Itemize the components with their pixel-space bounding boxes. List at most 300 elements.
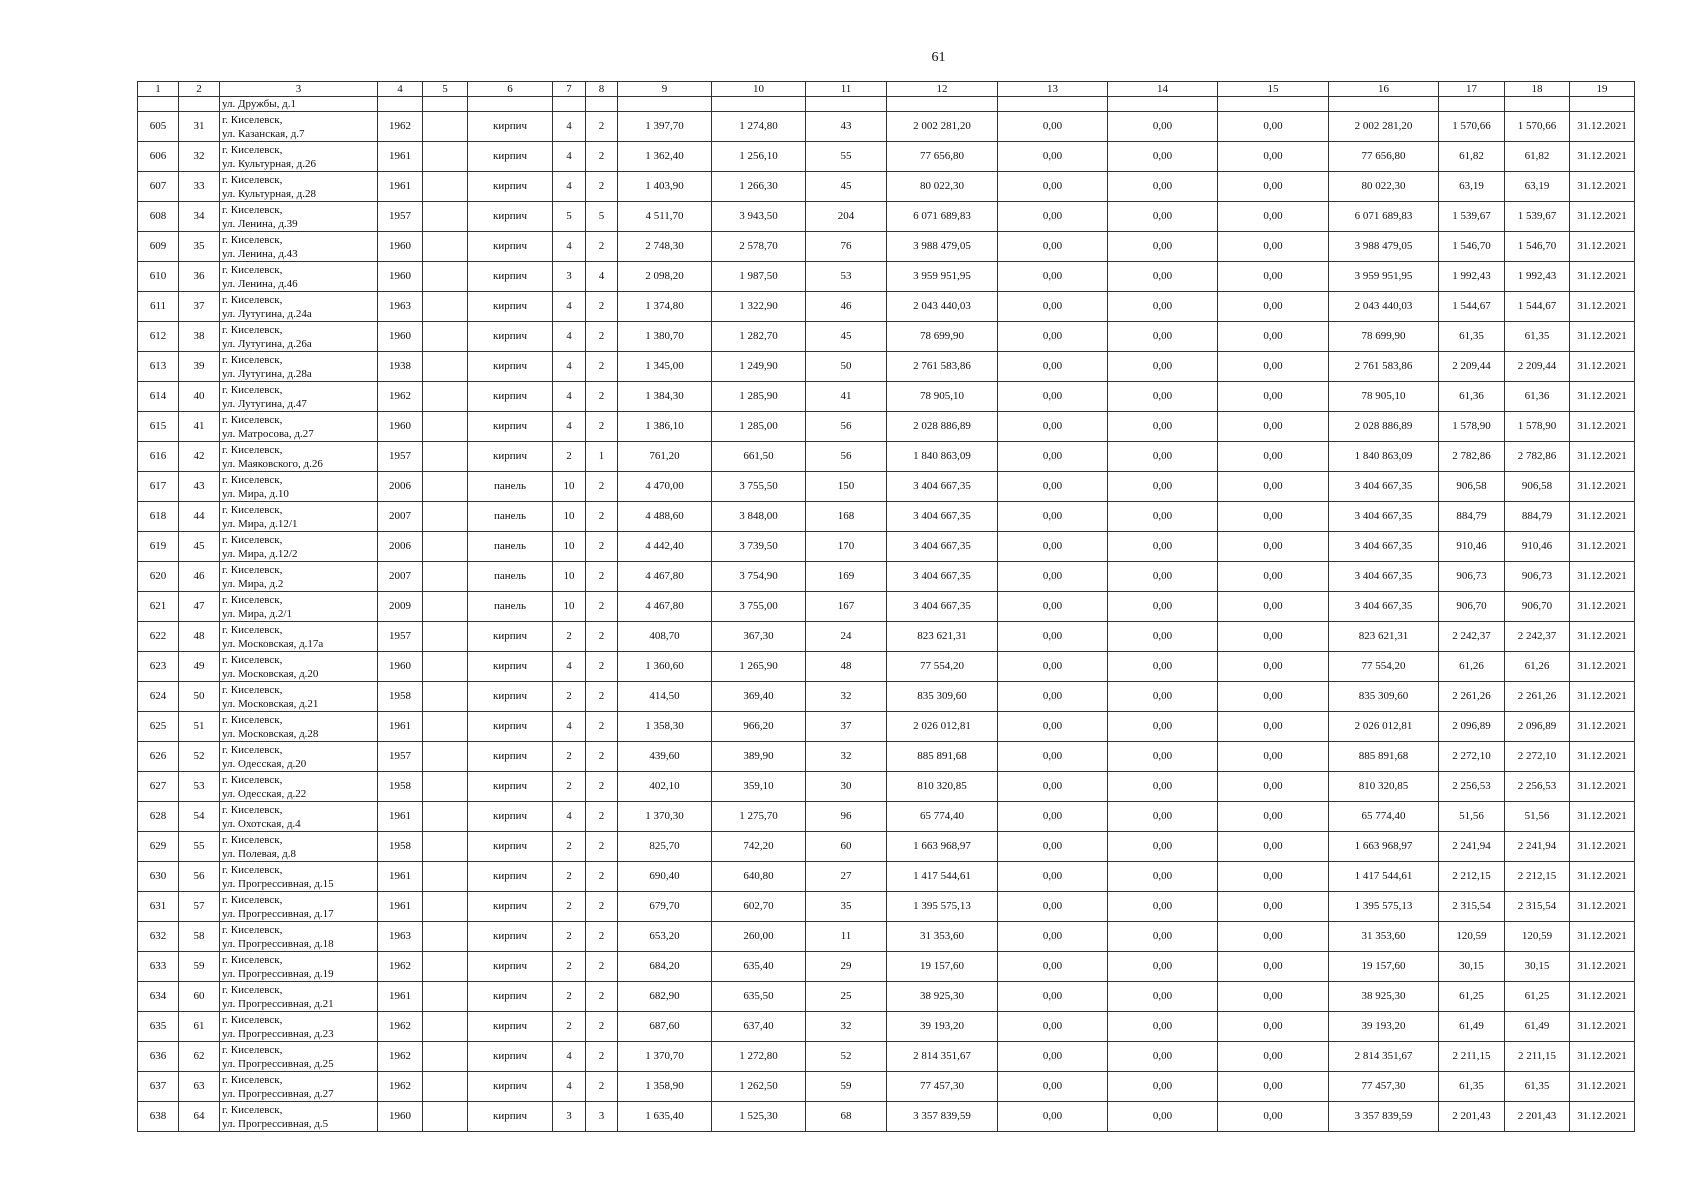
cell-col-18: 30,15 [1505, 952, 1570, 982]
address-street: ул. Ленина, д.43 [222, 247, 298, 260]
cell-col-5 [423, 922, 468, 952]
cell-col-2: 58 [179, 922, 220, 952]
cell-col-18: 2 272,10 [1505, 742, 1570, 772]
cell-col-18: 1 578,90 [1505, 412, 1570, 442]
cell-col-18: 61,82 [1505, 142, 1570, 172]
cell-col-14: 0,00 [1108, 922, 1218, 952]
table-row [138, 292, 1635, 322]
address-city: г. Киселевск, [222, 503, 283, 516]
cell-col-1: 622 [138, 622, 179, 652]
cell-col-11: 32 [806, 742, 887, 772]
cell-col-6: кирпич [468, 772, 553, 802]
cell-col-12: 3 404 667,35 [887, 562, 998, 592]
column-header-1: 1 [138, 82, 179, 97]
cell-col-2: 39 [179, 352, 220, 382]
cell-col-12: 1 663 968,97 [887, 832, 998, 862]
cell-col-1: 631 [138, 892, 179, 922]
address-street: ул. Прогрессивная, д.27 [222, 1087, 334, 1100]
cell-col-15: 0,00 [1218, 682, 1329, 712]
cell-col-19: 31.12.2021 [1570, 802, 1635, 832]
cell-col-19: 31.12.2021 [1570, 772, 1635, 802]
address-street: ул. Московская, д.20 [222, 667, 319, 680]
cell-col-1: 635 [138, 1012, 179, 1042]
address-street: ул. Ленина, д.39 [222, 217, 298, 230]
cell-col-11: 150 [806, 472, 887, 502]
cell-col-12: 2 043 440,03 [887, 292, 998, 322]
cell-col-5 [423, 802, 468, 832]
cell-col-11: 167 [806, 592, 887, 622]
cell-col-7: 4 [553, 382, 586, 412]
address-cell [220, 742, 378, 772]
address-cell [220, 262, 378, 292]
address-street: ул. Маяковского, д.26 [222, 457, 323, 470]
cell-col-6: кирпич [468, 1072, 553, 1102]
cell-col-14: 0,00 [1108, 592, 1218, 622]
cell-col-18: 1 992,43 [1505, 262, 1570, 292]
cell-col-11: 76 [806, 232, 887, 262]
cell-col-5 [423, 742, 468, 772]
cell-col-10: 3 943,50 [712, 202, 806, 232]
cell-col-5 [423, 232, 468, 262]
address-city: г. Киселевск, [222, 383, 283, 396]
cell-col-2: 49 [179, 652, 220, 682]
cell-col-17: 2 209,44 [1439, 352, 1505, 382]
cell-col-16: 38 925,30 [1329, 982, 1439, 1012]
cell-col-9: 1 635,40 [618, 1102, 712, 1132]
cell-col-10: 3 848,00 [712, 502, 806, 532]
cell-col-4: 1957 [378, 742, 423, 772]
cell-col-4: 1961 [378, 982, 423, 1012]
cell-col-5 [423, 412, 468, 442]
cell-col-15: 0,00 [1218, 592, 1329, 622]
cell-col-10: 1 266,30 [712, 172, 806, 202]
address-city: г. Киселевск, [222, 773, 283, 786]
address-street: ул. Лутугина, д.47 [222, 397, 307, 410]
address-cell [220, 292, 378, 322]
cell-col-19: 31.12.2021 [1570, 892, 1635, 922]
cell-col-9: 4 442,40 [618, 532, 712, 562]
address-street: ул. Полевая, д.8 [222, 847, 297, 860]
cell-col-6: кирпич [468, 622, 553, 652]
address-city: г. Киселевск, [222, 863, 283, 876]
address-city: г. Киселевск, [222, 443, 283, 456]
cell-col-14: 0,00 [1108, 532, 1218, 562]
address-street: ул. Лутугина, д.28а [222, 367, 312, 380]
cell-col-7: 4 [553, 1042, 586, 1072]
cell-col-13: 0,00 [998, 592, 1108, 622]
table-row [138, 682, 1635, 712]
cell-col-13: 0,00 [998, 202, 1108, 232]
cell-col-2: 36 [179, 262, 220, 292]
cell-col-5 [423, 322, 468, 352]
cell-col-17: 2 272,10 [1439, 742, 1505, 772]
cell-col-18: 1 544,67 [1505, 292, 1570, 322]
cell-col-9: 4 470,00 [618, 472, 712, 502]
cell-col-8: 2 [586, 892, 618, 922]
cell-col-9: 4 488,60 [618, 502, 712, 532]
cell-col-14: 0,00 [1108, 1072, 1218, 1102]
address-city: г. Киселевск, [222, 323, 283, 336]
cell-col-13: 0,00 [998, 502, 1108, 532]
cell-col-4: 1958 [378, 832, 423, 862]
cell-col-14: 0,00 [1108, 682, 1218, 712]
cell-col-10: 640,80 [712, 862, 806, 892]
cell-col-17: 906,73 [1439, 562, 1505, 592]
address-cell [220, 1072, 378, 1102]
cell-col-19: 31.12.2021 [1570, 742, 1635, 772]
cell-col-15: 0,00 [1218, 232, 1329, 262]
cell-col-13: 0,00 [998, 262, 1108, 292]
cell-col-15: 0,00 [1218, 862, 1329, 892]
cell [179, 97, 220, 112]
cell-col-17: 2 241,94 [1439, 832, 1505, 862]
cell-col-17: 2 201,43 [1439, 1102, 1505, 1132]
cell-col-2: 54 [179, 802, 220, 832]
cell-col-13: 0,00 [998, 562, 1108, 592]
cell-col-7: 4 [553, 652, 586, 682]
cell-col-7: 4 [553, 412, 586, 442]
cell-col-2: 44 [179, 502, 220, 532]
cell-col-6: кирпич [468, 1042, 553, 1072]
cell-col-6: кирпич [468, 1102, 553, 1132]
address-cell [220, 682, 378, 712]
table-row [138, 802, 1635, 832]
cell-col-12: 823 621,31 [887, 622, 998, 652]
cell-col-18: 2 201,43 [1505, 1102, 1570, 1132]
cell-col-6: кирпич [468, 982, 553, 1012]
address-street: ул. Матросова, д.27 [222, 427, 314, 440]
cell-col-4: 1961 [378, 892, 423, 922]
cell-col-13: 0,00 [998, 292, 1108, 322]
address-city: г. Киселевск, [222, 713, 283, 726]
cell-col-18: 1 570,66 [1505, 112, 1570, 142]
cell-col-5 [423, 952, 468, 982]
cell-col-10: 260,00 [712, 922, 806, 952]
cell-col-6: кирпич [468, 922, 553, 952]
cell-col-8: 2 [586, 472, 618, 502]
cell-col-5 [423, 142, 468, 172]
cell-col-7: 4 [553, 322, 586, 352]
cell-col-17: 120,59 [1439, 922, 1505, 952]
cell-col-12: 2 028 886,89 [887, 412, 998, 442]
cell-col-13: 0,00 [998, 1102, 1108, 1132]
cell-col-5 [423, 622, 468, 652]
cell-col-1: 624 [138, 682, 179, 712]
table-row [138, 142, 1635, 172]
cell-col-12: 77 457,30 [887, 1072, 998, 1102]
cell-col-10: 1 285,90 [712, 382, 806, 412]
cell-col-17: 1 992,43 [1439, 262, 1505, 292]
cell-col-15: 0,00 [1218, 922, 1329, 952]
cell-col-8: 2 [586, 382, 618, 412]
cell-col-16: 3 404 667,35 [1329, 532, 1439, 562]
cell-col-13: 0,00 [998, 982, 1108, 1012]
address-cell [220, 1102, 378, 1132]
cell-col-17: 2 212,15 [1439, 862, 1505, 892]
table-row [138, 532, 1635, 562]
cell-col-7: 2 [553, 772, 586, 802]
cell-col-14: 0,00 [1108, 562, 1218, 592]
cell-col-1: 626 [138, 742, 179, 772]
cell-col-14: 0,00 [1108, 112, 1218, 142]
address-city: г. Киселевск, [222, 233, 283, 246]
table-row [138, 982, 1635, 1012]
cell-col-14: 0,00 [1108, 1102, 1218, 1132]
cell-col-19: 31.12.2021 [1570, 712, 1635, 742]
cell-col-8: 2 [586, 562, 618, 592]
address-city: г. Киселевск, [222, 473, 283, 486]
address-street: ул. Прогрессивная, д.17 [222, 907, 334, 920]
address-street: ул. Культурная, д.26 [222, 157, 316, 170]
cell-col-2: 60 [179, 982, 220, 1012]
cell-col-9: 4 511,70 [618, 202, 712, 232]
cell-col-16: 810 320,85 [1329, 772, 1439, 802]
cell-col-16: 39 193,20 [1329, 1012, 1439, 1042]
column-header-7: 7 [553, 82, 586, 97]
cell-col-1: 607 [138, 172, 179, 202]
cell-col-2: 45 [179, 532, 220, 562]
cell-col-14: 0,00 [1108, 262, 1218, 292]
cell-col-4: 1962 [378, 112, 423, 142]
cell-col-13: 0,00 [998, 532, 1108, 562]
cell-col-15: 0,00 [1218, 832, 1329, 862]
cell-col-17: 61,49 [1439, 1012, 1505, 1042]
address-cell [220, 952, 378, 982]
cell-col-5 [423, 352, 468, 382]
cell-col-6: кирпич [468, 322, 553, 352]
cell-col-16: 1 417 544,61 [1329, 862, 1439, 892]
cell-col-1: 623 [138, 652, 179, 682]
cell-col-18: 2 261,26 [1505, 682, 1570, 712]
cell-col-1: 612 [138, 322, 179, 352]
cell-col-5 [423, 472, 468, 502]
cell [468, 97, 553, 112]
cell-col-19: 31.12.2021 [1570, 652, 1635, 682]
cell-col-9: 439,60 [618, 742, 712, 772]
cell-col-15: 0,00 [1218, 202, 1329, 232]
cell-col-11: 56 [806, 412, 887, 442]
address-cell [220, 502, 378, 532]
cell-col-13: 0,00 [998, 862, 1108, 892]
table-row [138, 952, 1635, 982]
cell-col-4: 1961 [378, 712, 423, 742]
cell-col-8: 2 [586, 682, 618, 712]
cell-col-8: 5 [586, 202, 618, 232]
cell-col-19: 31.12.2021 [1570, 622, 1635, 652]
cell-col-12: 3 404 667,35 [887, 532, 998, 562]
cell-col-5 [423, 292, 468, 322]
cell-col-6: кирпич [468, 232, 553, 262]
cell-col-8: 2 [586, 502, 618, 532]
table-row [138, 412, 1635, 442]
cell-col-1: 616 [138, 442, 179, 472]
cell-col-15: 0,00 [1218, 382, 1329, 412]
address-cell [220, 1042, 378, 1072]
cell [712, 97, 806, 112]
cell-col-7: 5 [553, 202, 586, 232]
column-header-11: 11 [806, 82, 887, 97]
cell-col-18: 1 546,70 [1505, 232, 1570, 262]
cell-col-11: 50 [806, 352, 887, 382]
cell-col-16: 2 043 440,03 [1329, 292, 1439, 322]
cell-col-17: 1 578,90 [1439, 412, 1505, 442]
cell-col-19: 31.12.2021 [1570, 322, 1635, 352]
cell-col-16: 835 309,60 [1329, 682, 1439, 712]
cell-col-5 [423, 1072, 468, 1102]
cell-col-8: 2 [586, 172, 618, 202]
cell-col-11: 41 [806, 382, 887, 412]
cell-col-17: 30,15 [1439, 952, 1505, 982]
cell-col-17: 61,35 [1439, 322, 1505, 352]
cell-col-12: 3 357 839,59 [887, 1102, 998, 1132]
address-city: г. Киселевск, [222, 563, 283, 576]
cell-col-12: 31 353,60 [887, 922, 998, 952]
cell-col-1: 634 [138, 982, 179, 1012]
cell-col-2: 53 [179, 772, 220, 802]
cell-col-14: 0,00 [1108, 502, 1218, 532]
cell-col-8: 2 [586, 712, 618, 742]
cell-col-13: 0,00 [998, 772, 1108, 802]
cell-col-1: 627 [138, 772, 179, 802]
cell-col-19: 31.12.2021 [1570, 232, 1635, 262]
cell-col-14: 0,00 [1108, 352, 1218, 382]
cell-col-16: 3 988 479,05 [1329, 232, 1439, 262]
cell-col-2: 57 [179, 892, 220, 922]
cell-col-9: 1 403,90 [618, 172, 712, 202]
table-row [138, 892, 1635, 922]
cell-col-14: 0,00 [1108, 952, 1218, 982]
cell-col-17: 1 570,66 [1439, 112, 1505, 142]
cell-col-8: 2 [586, 1072, 618, 1102]
cell-col-9: 1 358,90 [618, 1072, 712, 1102]
cell-col-15: 0,00 [1218, 412, 1329, 442]
cell-col-15: 0,00 [1218, 1042, 1329, 1072]
cell-col-10: 966,20 [712, 712, 806, 742]
cell-col-18: 2 242,37 [1505, 622, 1570, 652]
address-street: ул. Прогрессивная, д.18 [222, 937, 334, 950]
cell-col-14: 0,00 [1108, 472, 1218, 502]
cell-col-11: 96 [806, 802, 887, 832]
column-header-12: 12 [887, 82, 998, 97]
cell-col-19: 31.12.2021 [1570, 592, 1635, 622]
address-cell [220, 802, 378, 832]
cell-col-18: 906,58 [1505, 472, 1570, 502]
cell-col-12: 3 959 951,95 [887, 262, 998, 292]
cell-col-10: 1 322,90 [712, 292, 806, 322]
cell-col-8: 2 [586, 862, 618, 892]
cell-col-4: 2007 [378, 502, 423, 532]
cell-col-17: 2 096,89 [1439, 712, 1505, 742]
address-city: г. Киселевск, [222, 1013, 283, 1026]
cell-col-14: 0,00 [1108, 832, 1218, 862]
cell [423, 97, 468, 112]
cell-col-1: 609 [138, 232, 179, 262]
address-city: г. Киселевск, [222, 833, 283, 846]
cell-col-8: 2 [586, 232, 618, 262]
cell-col-10: 661,50 [712, 442, 806, 472]
cell-col-7: 10 [553, 502, 586, 532]
cell-col-16: 77 554,20 [1329, 652, 1439, 682]
cell-col-12: 3 404 667,35 [887, 502, 998, 532]
cell-col-13: 0,00 [998, 1012, 1108, 1042]
cell-col-16: 2 761 583,86 [1329, 352, 1439, 382]
cell-col-1: 617 [138, 472, 179, 502]
cell-col-9: 1 370,30 [618, 802, 712, 832]
cell [998, 97, 1108, 112]
cell-col-1: 621 [138, 592, 179, 622]
table-row [138, 382, 1635, 412]
cell-col-12: 78 905,10 [887, 382, 998, 412]
cell-col-17: 2 256,53 [1439, 772, 1505, 802]
cell-col-11: 29 [806, 952, 887, 982]
cell-col-15: 0,00 [1218, 772, 1329, 802]
cell-col-13: 0,00 [998, 922, 1108, 952]
cell-col-9: 4 467,80 [618, 592, 712, 622]
address-street: ул. Мира, д.2/1 [222, 607, 292, 620]
cell-col-9: 1 380,70 [618, 322, 712, 352]
address-street: ул. Мира, д.12/1 [222, 517, 298, 530]
cell-col-5 [423, 1042, 468, 1072]
cell-col-2: 56 [179, 862, 220, 892]
cell-col-15: 0,00 [1218, 262, 1329, 292]
cell-col-1: 620 [138, 562, 179, 592]
cell [1218, 97, 1329, 112]
cell-col-16: 3 404 667,35 [1329, 592, 1439, 622]
cell-col-14: 0,00 [1108, 712, 1218, 742]
cell-col-17: 2 242,37 [1439, 622, 1505, 652]
cell-col-1: 637 [138, 1072, 179, 1102]
cell-col-6: кирпич [468, 172, 553, 202]
cell-col-6: кирпич [468, 712, 553, 742]
cell-col-7: 2 [553, 622, 586, 652]
cell-col-16: 885 891,68 [1329, 742, 1439, 772]
cell-col-4: 2007 [378, 562, 423, 592]
cell-col-2: 33 [179, 172, 220, 202]
cell-col-5 [423, 172, 468, 202]
address-city: г. Киселевск, [222, 803, 283, 816]
cell-col-8: 2 [586, 322, 618, 352]
cell-col-19: 31.12.2021 [1570, 1012, 1635, 1042]
cell-col-8: 2 [586, 742, 618, 772]
table-body [138, 97, 1635, 1132]
cell-col-7: 2 [553, 442, 586, 472]
cell-col-6: кирпич [468, 952, 553, 982]
cell-col-5 [423, 502, 468, 532]
cell-col-4: 2006 [378, 532, 423, 562]
cell-col-15: 0,00 [1218, 352, 1329, 382]
cell-col-9: 1 358,30 [618, 712, 712, 742]
cell-col-6: кирпич [468, 682, 553, 712]
cell-col-16: 3 404 667,35 [1329, 502, 1439, 532]
cell-col-6: кирпич [468, 1012, 553, 1042]
cell-col-13: 0,00 [998, 172, 1108, 202]
table-row [138, 352, 1635, 382]
cell-col-10: 3 754,90 [712, 562, 806, 592]
cell-col-8: 2 [586, 592, 618, 622]
column-header-17: 17 [1439, 82, 1505, 97]
address-cell [220, 532, 378, 562]
cell-col-2: 40 [179, 382, 220, 412]
cell-col-12: 885 891,68 [887, 742, 998, 772]
cell-col-6: кирпич [468, 652, 553, 682]
cell-col-7: 10 [553, 562, 586, 592]
cell-col-2: 62 [179, 1042, 220, 1072]
cell-col-11: 46 [806, 292, 887, 322]
cell-col-4: 1960 [378, 1102, 423, 1132]
cell-col-11: 45 [806, 172, 887, 202]
cell-col-7: 2 [553, 1012, 586, 1042]
cell-col-10: 3 739,50 [712, 532, 806, 562]
